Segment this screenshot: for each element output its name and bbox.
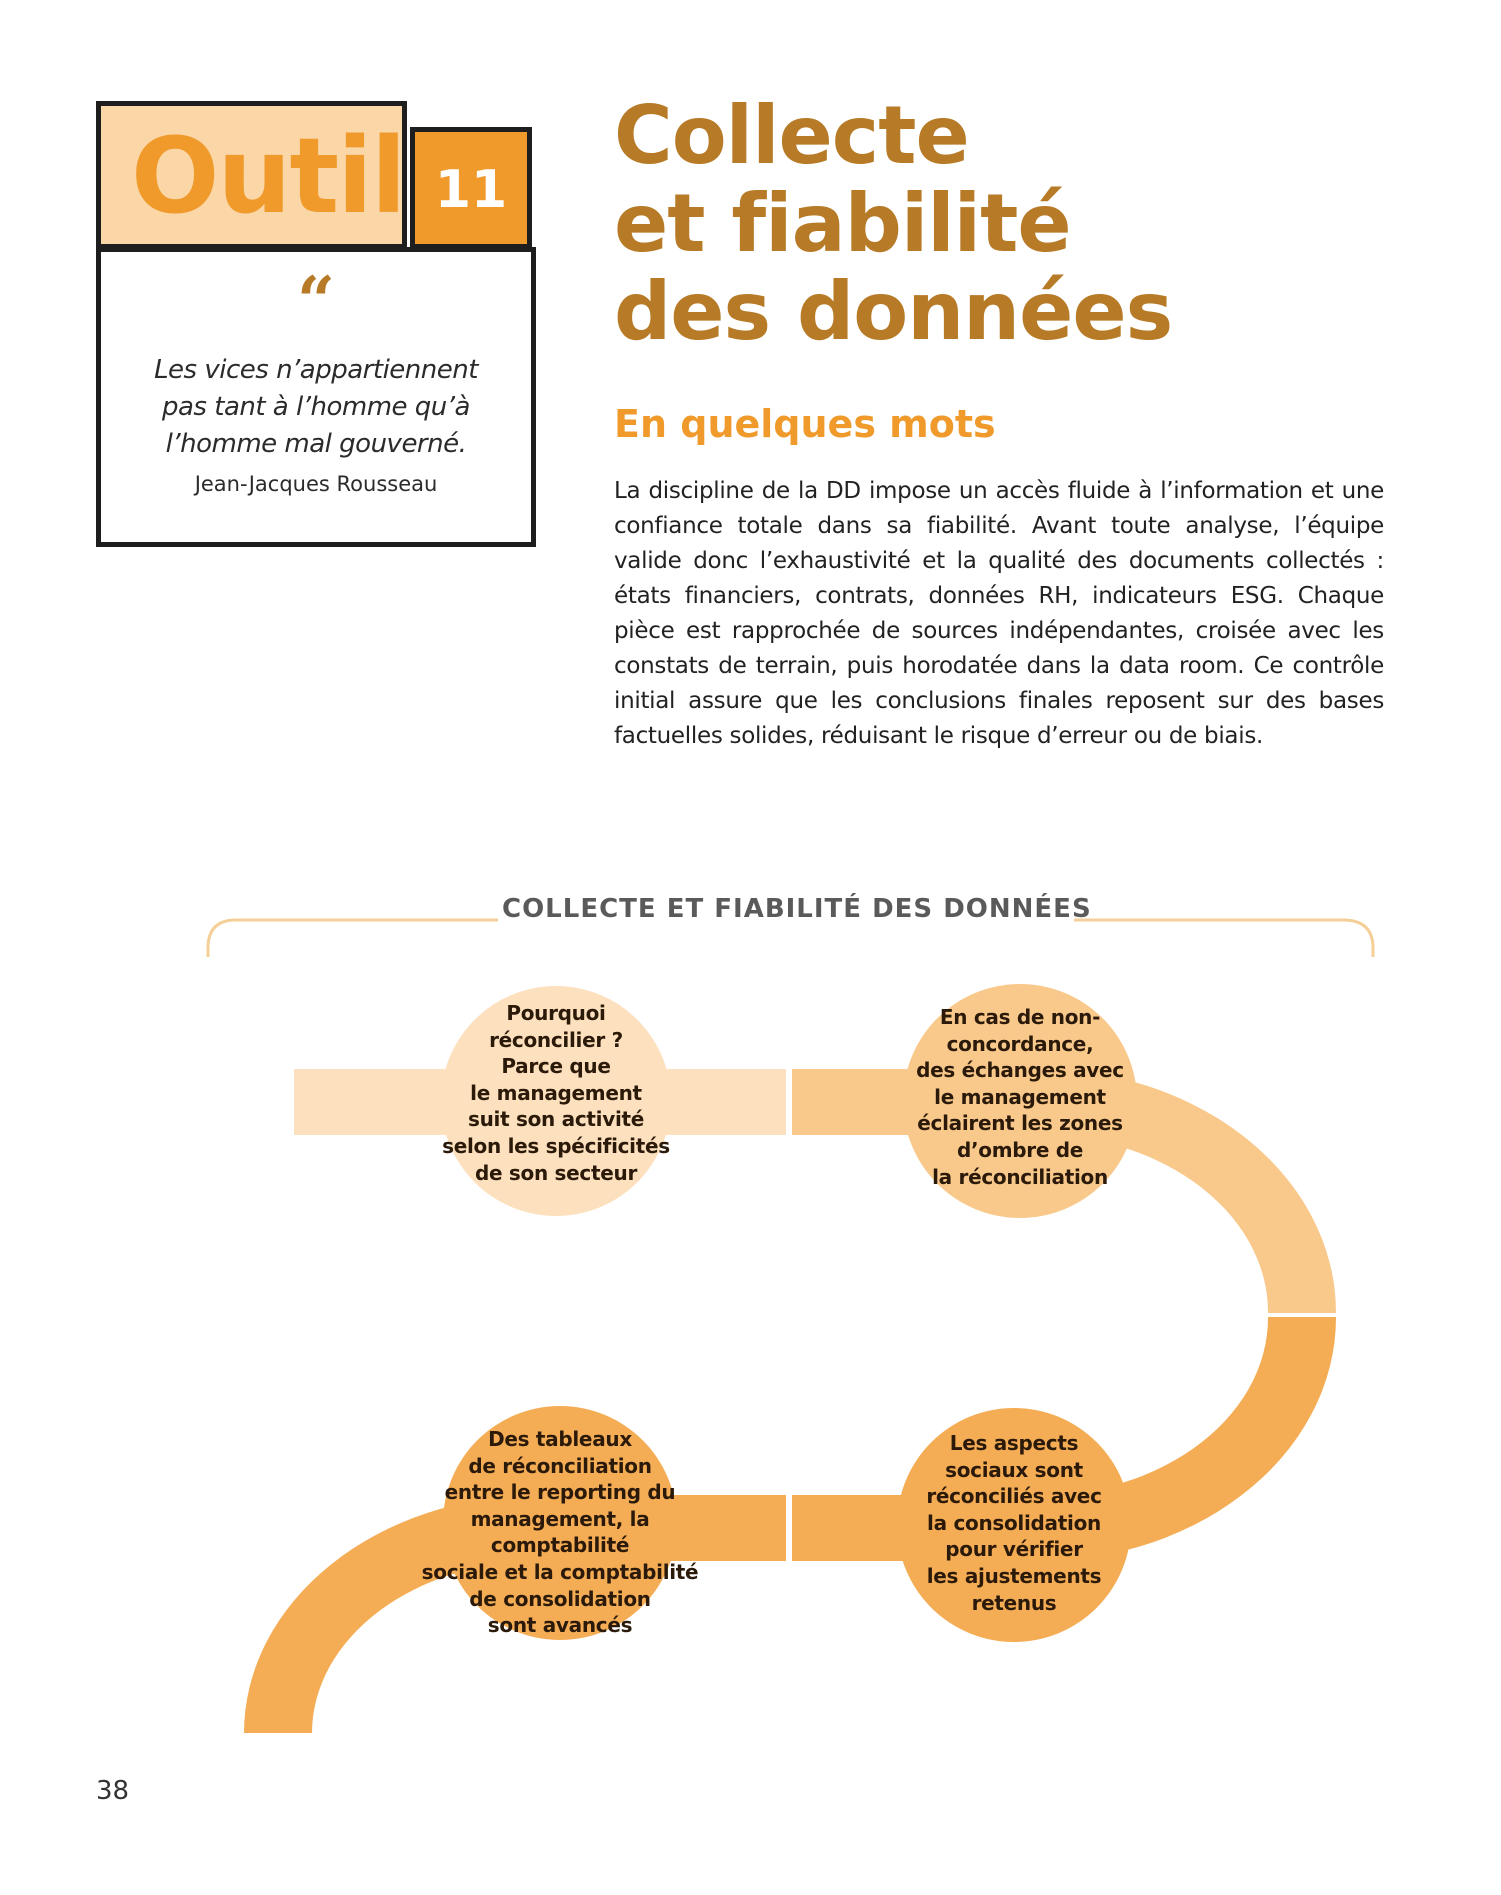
quote-mark-icon: “ [297, 262, 335, 340]
page-title-line: et fiabilité [614, 177, 1071, 270]
step-line: Les aspects [949, 1431, 1079, 1455]
step-line: Pourquoi [506, 1001, 606, 1025]
quote-line: l’homme mal gouverné. [165, 429, 467, 459]
section-heading: En quelques mots [614, 402, 996, 446]
diagram-bracket-left [208, 920, 498, 957]
step-line: concordance, [946, 1031, 1094, 1056]
step-line: la réconciliation [932, 1164, 1108, 1189]
page-number: 38 [96, 1776, 130, 1806]
step-line: de réconciliation [468, 1453, 652, 1478]
step-line: pour vérifier [945, 1537, 1083, 1562]
step-line: En cas de non- [939, 1005, 1101, 1029]
step-line: de consolidation [469, 1586, 651, 1611]
step-line: les ajustements [926, 1563, 1102, 1588]
step-line: Parce que [501, 1054, 611, 1079]
step-4-text [404, 1426, 716, 1639]
step-line: suit son activité [467, 1107, 645, 1132]
diagram-bracket-right [1074, 920, 1373, 957]
page-title-line: des données [614, 265, 1173, 358]
step-line: réconciliés avec [926, 1484, 1102, 1509]
step-1-text [432, 1000, 680, 1186]
step-line: Des tableaux [488, 1427, 632, 1451]
step-line: entre le reporting du [444, 1480, 676, 1505]
step-line: le management [470, 1080, 642, 1105]
step-line: sociale et la comptabilité [421, 1559, 699, 1584]
step-line: retenus [971, 1590, 1057, 1615]
step-line: éclairent les zones [917, 1111, 1123, 1136]
intro-paragraph: La discipline de la DD impose un accès fluide à l’information et une confiance totale dans sa fiabilité. Avant toute analyse, l’équipe valide donc l’exhaustivité et la qualité des documents collectés : états financiers, contrats, données RH, indicateurs ESG. Chaque pièce est rapprochée de sources indépendantes, croisée avec les constats de terrain, puis horodatée dans la data room. Ce contrôle initial assure que les conclusions finales reposent sur des bases factuelles solides, réduisant le risque d’erreur ou de biais. [614, 478, 1384, 749]
step-line: réconcilier ? [489, 1027, 623, 1052]
quote-line: pas tant à l’homme qu’à [162, 392, 470, 422]
page-title-line: Collecte [614, 89, 969, 182]
step-line: d’ombre de [956, 1137, 1084, 1162]
step-line: des échanges avec [916, 1058, 1124, 1083]
step-line: selon les spécificités [442, 1133, 670, 1158]
step-line: la consolidation [927, 1510, 1101, 1535]
tool-number: 11 [434, 160, 508, 220]
step-line: sociaux sont [945, 1457, 1083, 1482]
diagram-title: COLLECTE ET FIABILITÉ DES DONNÉES [502, 894, 1092, 924]
tool-label: Outil [131, 115, 405, 237]
step-3-text [894, 1430, 1134, 1616]
step-line: le management [934, 1084, 1106, 1109]
step-line: sont avancés [487, 1613, 633, 1638]
quote-line: Les vices n’appartiennent [154, 355, 478, 385]
step-line: de son secteur [474, 1160, 638, 1185]
quote-author: Jean-Jacques Rousseau [194, 472, 438, 496]
step-2-text [898, 1004, 1142, 1190]
step-line: management, la comptabilité [470, 1506, 650, 1558]
